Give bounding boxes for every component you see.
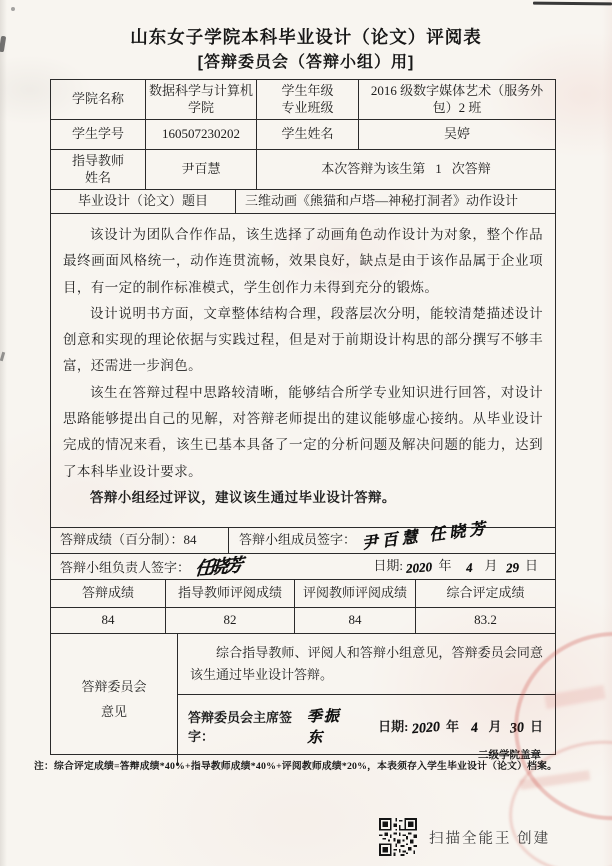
date-label: 日期:	[373, 558, 403, 574]
scan-artifact-speck	[11, 7, 15, 11]
score-value-reviewer: 84	[295, 608, 416, 633]
committee-right	[178, 634, 555, 766]
advisor-label-line2: 姓名	[84, 169, 111, 185]
row-defense-score	[51, 520, 555, 554]
scan-artifact-line	[533, 2, 612, 6]
review-paragraph-2: 设计说明书方面，文章整体结构合理，段落层次分明，能较清楚描述设计创意和实现的理论依据与实践过程，但是对于前期设计构思的部分撰写不够丰富，还需进一步润色。	[63, 305, 543, 374]
score-value-defense: 84	[51, 608, 166, 633]
day-unit: 日	[529, 719, 543, 734]
score-header-reviewer: 评阅教师评阅成绩	[295, 580, 416, 607]
score-header-advisor: 指导教师评阅成绩	[166, 580, 295, 607]
row-committee	[51, 634, 555, 766]
review-comments	[51, 214, 555, 527]
committee-label	[51, 634, 178, 766]
topic-label: 毕业设计（论文）题目	[51, 190, 236, 213]
class-label	[257, 80, 359, 119]
row-advisor	[51, 150, 555, 190]
defense-count-suffix: 次答辩	[451, 161, 491, 177]
row-topic	[51, 190, 555, 214]
footer-note: 注：综合评定成绩=答辩成绩*40%+指导教师成绩*40%+评阅教师成绩*20%，本表须存入学生毕业设计（论文）档案。	[34, 761, 558, 772]
chair-signature-handwriting: 季振东	[306, 708, 341, 747]
class-value: 2016 级数字媒体艺术（服务外包）2 班	[370, 82, 544, 115]
advisor-value: 尹百慧	[146, 150, 257, 189]
date-month-handwriting: 4	[470, 720, 479, 737]
student-name-value: 吴婷	[443, 126, 470, 142]
score-value-overall: 83.2	[474, 612, 497, 628]
chair-signature-box	[178, 695, 555, 766]
defense-date	[373, 558, 552, 575]
row-college	[51, 80, 555, 120]
review-paragraph-3: 该生在答辩过程中思路较清晰，能够结合所学专业知识进行回答，对设计思路能够提出自己的见解，对答辩老师提出的建议能够虚心接纳。从毕业设计完成的情况来看，该生已基本具备了一定的分析问题及解决问题的能力，达到了本科毕业设计要求。	[63, 384, 543, 479]
date-year-handwriting: 2020	[405, 559, 433, 576]
row-leader-signature	[51, 554, 555, 580]
defense-score	[51, 528, 229, 553]
class-label-line2: 专业班级	[281, 99, 334, 115]
row-student	[51, 120, 555, 150]
month-unit: 月	[488, 719, 502, 734]
day-unit: 日	[524, 558, 538, 574]
committee-label-line1: 答辩委员会	[81, 679, 147, 695]
date-label: 日期:	[378, 719, 409, 734]
page-subtitle: [答辩委员会（答辩小组）用]	[197, 54, 415, 71]
year-unit: 年	[445, 719, 459, 734]
chair-signature-line	[188, 705, 543, 747]
defense-score-value: 84	[183, 532, 197, 548]
date-day-handwriting: 29	[505, 559, 520, 576]
advisor-label	[51, 150, 146, 189]
advisor-label-line1: 指导教师	[71, 152, 124, 168]
leader-signature-label: 答辩小组负责人签字：	[60, 559, 191, 575]
page-title: 山东女子学院本科毕业设计（论文）评阅表	[130, 27, 482, 47]
defense-count	[257, 150, 555, 189]
scan-artifact-speck	[0, 352, 5, 361]
topic-value: 三维动画《熊猫和卢塔—神秘打洞者》动作设计	[245, 193, 519, 209]
committee-opinion: 综合指导教师、评阅人和答辩小组意见，答辩委员会同意该生通过毕业设计答辩。	[178, 634, 555, 695]
member-signatures	[229, 520, 555, 553]
scanner-watermark	[379, 818, 550, 856]
row-review-comments	[51, 214, 555, 528]
college-value: 数据科学与计算机学院	[146, 80, 257, 119]
score-value-advisor: 82	[166, 608, 295, 633]
year-unit: 年	[438, 558, 452, 574]
leader-signature-handwriting: 任晓芳	[194, 554, 242, 579]
qr-code-icon	[379, 818, 417, 856]
committee-label-line2: 意见	[100, 704, 127, 719]
date-day-handwriting: 30	[509, 720, 525, 737]
month-unit: 月	[484, 558, 498, 574]
student-id-label: 学生学号	[51, 120, 146, 149]
student-name-label: 学生姓名	[257, 120, 359, 149]
defense-score-label: 答辩成绩（百分制）：	[60, 532, 184, 548]
member-signatures-handwriting: 尹百慧 任晓芳	[360, 520, 491, 553]
leader-signature-row	[51, 554, 555, 579]
college-label: 学院名称	[51, 80, 146, 119]
defense-count-prefix: 本次答辩为该生第	[321, 161, 426, 177]
review-form-table	[50, 79, 556, 761]
date-month-handwriting: 4	[465, 559, 473, 576]
review-paragraph-1: 该设计为团队合作作品，该生选择了动画角色动作设计为对象，整个作品最终画面风格统一，动作连贯流畅，效果良好，缺点是由于该作品属于企业项目，有一定的制作标准模式，学生创作力未得到充分的锻炼。	[63, 227, 543, 295]
score-header-defense: 答辩成绩	[51, 580, 166, 607]
score-header-overall: 综合评定成绩	[446, 585, 525, 601]
college-stamp-note: 二级学院盖章	[478, 750, 541, 761]
review-conclusion: 答辩小组经过评议，建议该生通过毕业设计答辩。	[90, 489, 396, 505]
member-signatures-label: 答辩小组成员签字：	[239, 532, 357, 548]
class-label-line1: 学生年级	[281, 82, 334, 98]
date-year-handwriting: 2020	[411, 719, 441, 738]
student-id-value: 160507230202	[146, 120, 257, 149]
scanner-watermark-text: 扫描全能王 创建	[429, 830, 551, 847]
chair-signature-label: 答辩委员会主席签字：	[188, 710, 293, 744]
row-score-headers	[51, 580, 555, 608]
row-score-values	[51, 608, 555, 634]
defense-count-value: 1	[435, 161, 442, 177]
